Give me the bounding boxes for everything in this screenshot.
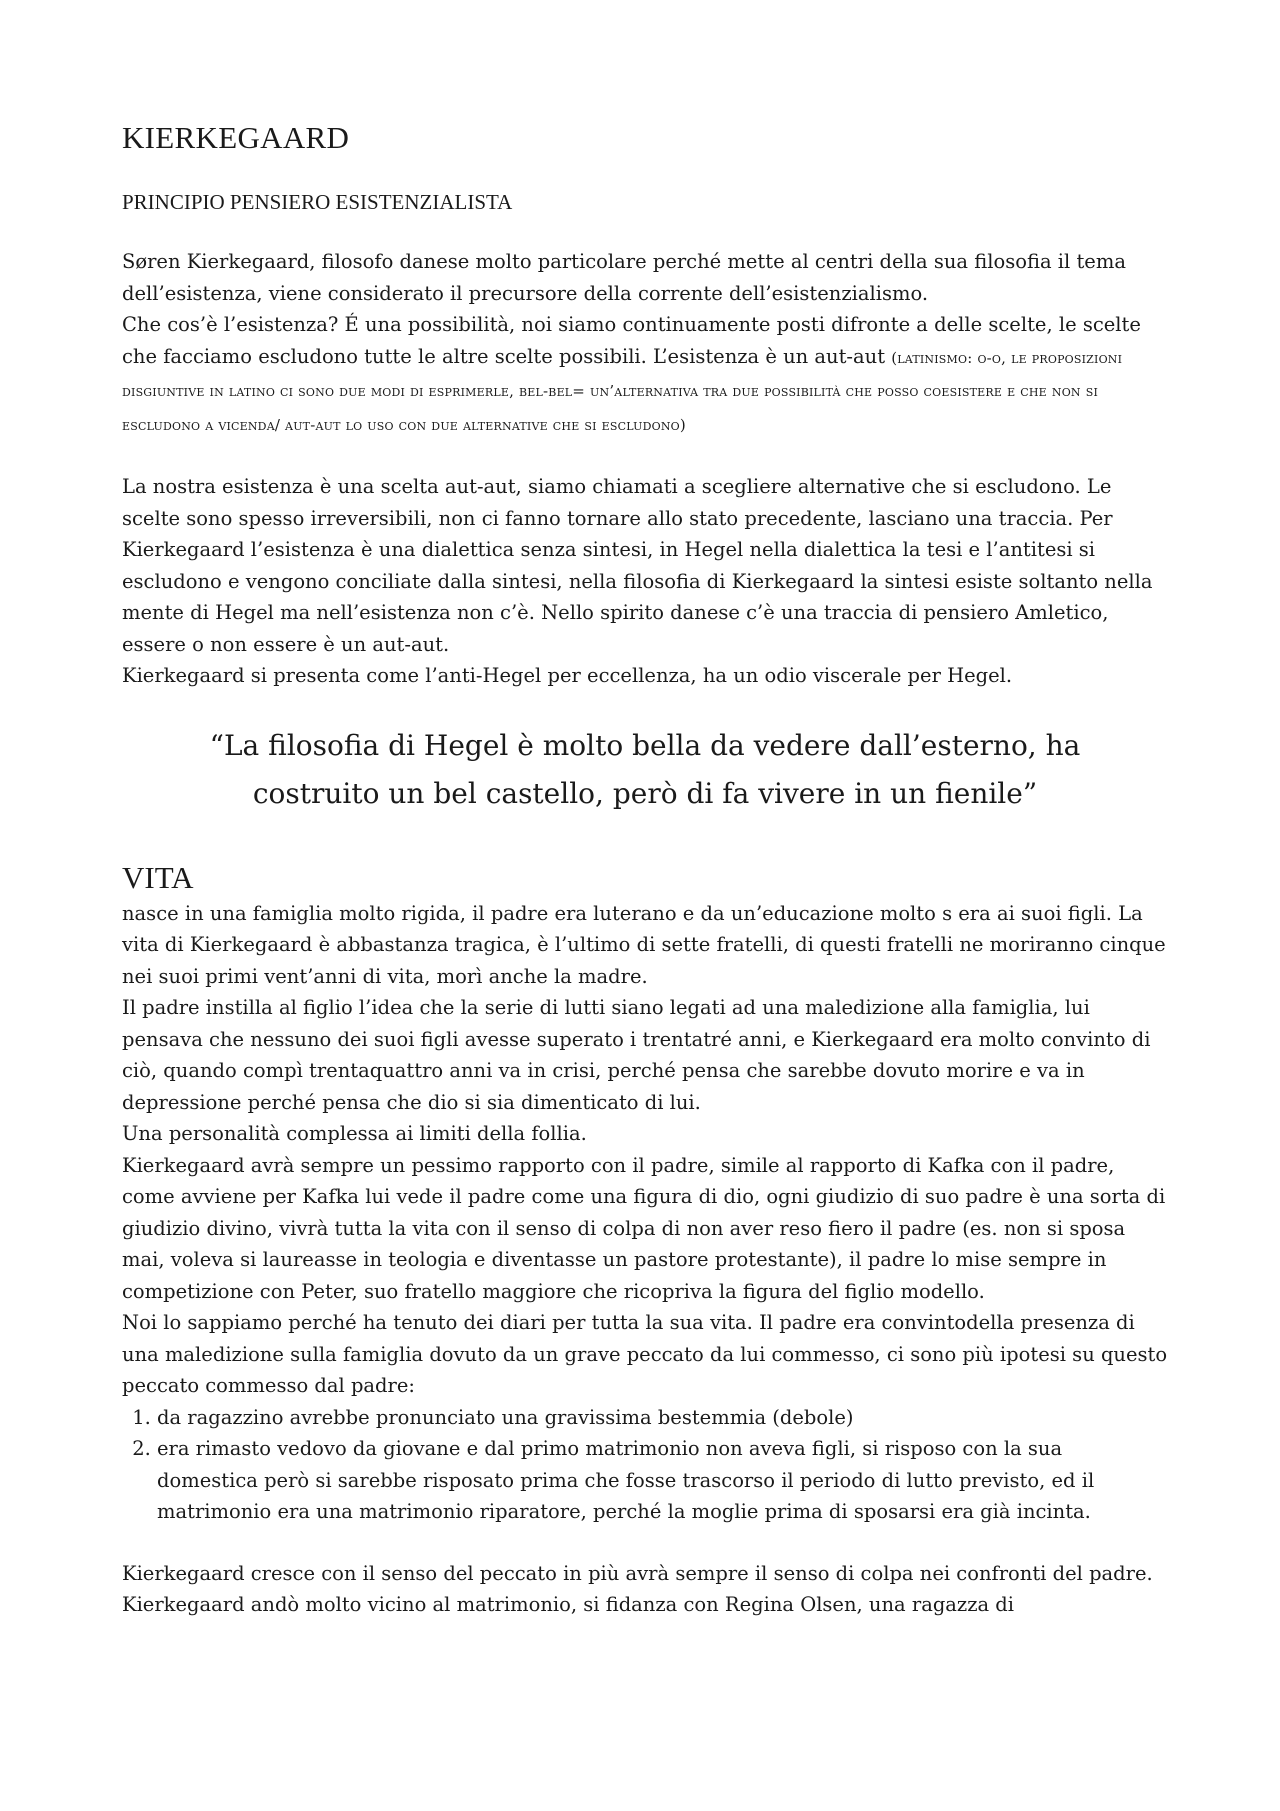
hegel-quote: “La filosofia di Hegel è molto bella da vedere dall’esterno, ha costruito un bel castello, però di fa vivere in un fienile”: [209, 728, 1081, 810]
vita-paragraph-1: nasce in una famiglia molto rigida, il padre era luterano e da un’educazione molto s era ai suoi figli. La vita di Kierkegaard è abbastanza tragica, è l’ultimo di sette fratelli, di questi fratelli ne moriranno cinque nei suoi primi vent’anni di vita, morì anche la madre.: [122, 901, 1166, 988]
latin-note: (latinismo: o-o, le proposizioni disgiuntive in latino ci sono due modi di esprimerle, bel-bel= un’alternativa tra due possibilità che posso coesistere e che non si escludono a vicenda/ aut-aut lo uso con due alternative che si escludono): [122, 348, 1123, 434]
list-item: 1. da ragazzino avrebbe pronunciato una gravissima bestemmia (debole): [157, 1402, 1168, 1434]
hypotheses-list: [122, 1402, 1168, 1528]
vita-paragraph-5: Noi lo sappiamo perché ha tenuto dei diari per tutta la sua vita. Il padre era convintodella presenza di una maledizione sulla famiglia dovuto da un grave peccato da lui commesso, ci sono più ipotesi su questo peccato commesso dal padre:: [122, 1311, 1168, 1397]
intro-text-2: Che cos’è l’esistenza? É una possibilità, noi siamo continuamente posti difronte a delle scelte, le scelte che facciamo escludono tutte le altre scelte possibili. L’esistenza è un aut-aut: [122, 313, 1141, 368]
existence-paragraph: La nostra esistenza è una scelta aut-aut, siamo chiamati a scegliere alternative che si escludono. Le scelte sono spesso irreversibili, non ci fanno tornare allo stato precedente, lasciano una traccia. Per Kierkegaard l’esistenza è una dialettica senza sintesi, in Hegel nella dialettica la tesi e l’antitesi si escludono e vengono conciliate dalla sintesi, nella filosofia di Kierkegaard la sintesi esiste soltanto nella mente di Hegel ma nell’esistenza non c’è. Nello spirito danese c’è una traccia di pensiero Amletico, essere o non essere è un aut-aut.: [122, 475, 1153, 656]
anti-hegel-paragraph: Kierkegaard si presenta come l’anti-Hegel per eccellenza, ha un odio viscerale per Hegel.: [122, 664, 1013, 687]
document-subtitle: PRINCIPIO PENSIERO ESISTENZIALISTA: [122, 190, 513, 214]
section-heading-vita: VITA: [122, 859, 194, 895]
document-title: KIERKEGAARD: [122, 120, 350, 155]
list-item: 2. era rimasto vedovo da giovane e dal primo matrimonio non aveva figli, si risposo con la sua domestica però si sarebbe risposato prima che fosse trascorso il periodo di lutto previsto, ed il matrimonio era una matrimonio riparatore, perché la moglie prima di sposarsi era già incinta.: [157, 1433, 1168, 1528]
intro-text-1: Søren Kierkegaard, filosofo danese molto particolare perché mette al centri della sua filosofia il tema dell’esistenza, viene considerato il precursore della corrente dell’esistenzialismo.: [122, 250, 1126, 305]
intro-paragraph: [122, 246, 1168, 441]
vita-paragraph-6: Kierkegaard cresce con il senso del peccato in più avrà sempre il senso di colpa nei confronti del padre. Kierkegaard andò molto vicino al matrimonio, si fidanza con Regina Olsen, una ragazza di: [122, 1561, 1153, 1616]
vita-paragraph-4: Kierkegaard avrà sempre un pessimo rapporto con il padre, simile al rapporto di Kafka con il padre, come avviene per Kafka lui vede il padre come una figura di dio, ogni giudizio di suo padre è una sorta di giudizio divino, vivrà tutta la vita con il senso di colpa di non aver reso fiero il padre (es. non si sposa mai, voleva si laureasse in teologia e diventasse un pastore protestante), il padre lo mise sempre in competizione con Peter, suo fratello maggiore che ricopriva la figura del figlio modello.: [122, 1153, 1166, 1303]
document-content: [122, 118, 1168, 1621]
vita-paragraph-2: Il padre instilla al figlio l’idea che la serie di lutti siano legati ad una maledizione alla famiglia, lui pensava che nessuno dei suoi figli avesse superato i trentatré anni, e Kierkegaard era molto convinto di ciò, quando compì trentaquattro anni va in crisi, perché pensa che sarebbe dovuto morire e va in depressione perché pensa che dio si sia dimenticato di lui.: [122, 996, 1151, 1114]
vita-paragraph-3: Una personalità complessa ai limiti della follia.: [122, 1122, 587, 1145]
